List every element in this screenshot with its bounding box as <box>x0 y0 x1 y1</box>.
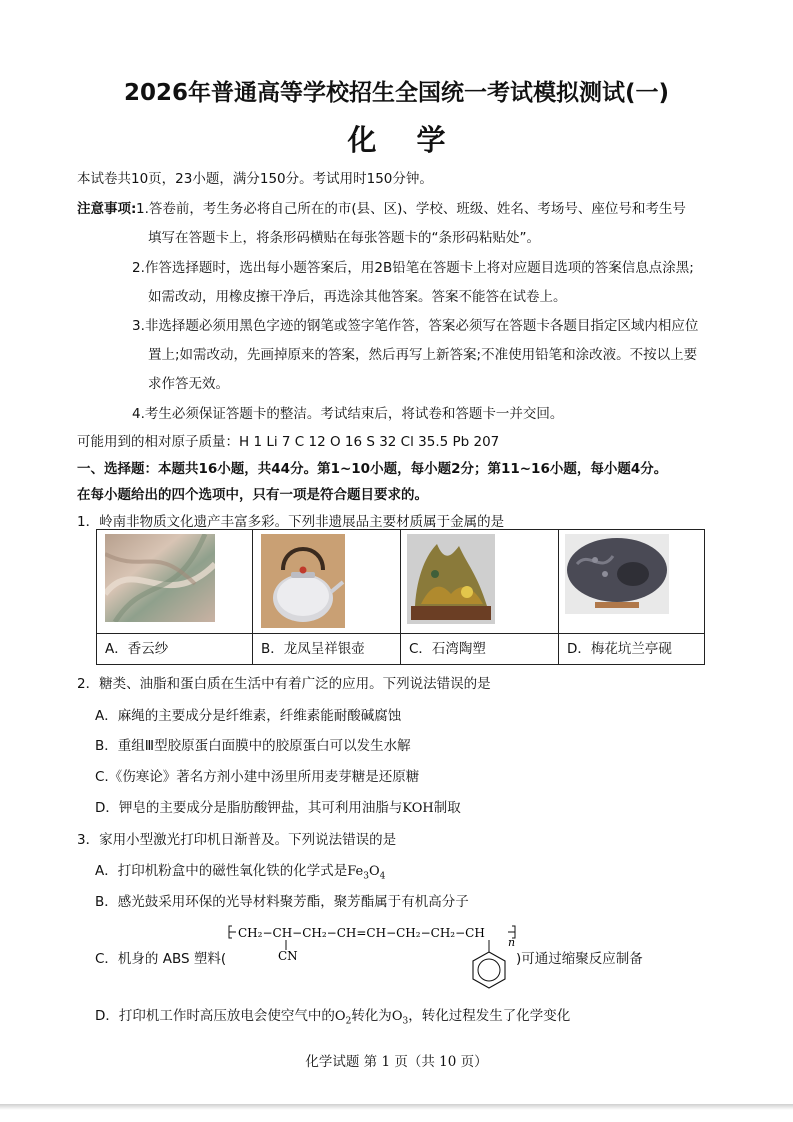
notice-item-2-line-2: 如需改动，用橡皮擦干净后，再选涂其他答案。答案不能答在试卷上。 <box>148 289 567 305</box>
option-b-image-cell <box>253 530 401 634</box>
question-2-option-b: B．重组Ⅲ型胶原蛋白面膜中的胶原蛋白可以发生水解 <box>95 738 411 754</box>
option-b-label: B．龙凤呈祥银壶 <box>253 634 401 665</box>
inkstone-image <box>565 534 669 614</box>
option-a-image-cell <box>97 530 253 634</box>
question-2-option-c: C.《伤寒论》著名方剂小建中汤里所用麦芽糖是还原糖 <box>95 769 420 785</box>
atomic-masses: 可能用到的相对原子质量：H 1 Li 7 C 12 O 16 S 32 Cl 35.5 Pb 207 <box>77 434 500 450</box>
option-c-image-cell <box>401 530 559 634</box>
notice-item-2-line-1: 2.作答选择题时，选出每小题答案后，用2B铅笔在答题卡上将对应题目选项的答案信息点涂黑; <box>132 260 694 276</box>
notice-item-1-line-2: 填写在答题卡上，将条形码横贴在每张答题卡的“条形码粘贴处”。 <box>148 230 540 246</box>
silk-fabric-image <box>105 534 215 622</box>
question-3-option-d-text: D．打印机工作时高压放电会使空气中的 <box>95 1008 335 1024</box>
question-3-option-d-mid: 转化为 <box>351 1008 392 1024</box>
question-3-option-a-text: A．打印机粉盒中的磁性氧化铁的化学式是 <box>95 863 348 879</box>
option-a-label: A．香云纱 <box>97 634 253 665</box>
question-2-option-d <box>95 796 461 816</box>
question-3-option-d-suffix: ，转化过程发生了化学变化 <box>408 1008 571 1024</box>
question-3-stem: 3．家用小型激光打印机日渐普及。下列说法错误的是 <box>77 832 397 848</box>
abs-chain-text: CH₂−CH−CH₂−CH=CH−CH₂−CH₂−CH <box>238 926 485 940</box>
section-1-heading-line-1: 一、选择题：本题共16小题，共44分。第1~10小题，每小题2分；第11~16小题，每小题4分。 <box>77 461 668 477</box>
ceramic-sculpture-image <box>407 534 495 624</box>
abs-cn-group: CN <box>278 949 298 963</box>
question-3-option-a <box>95 859 385 882</box>
question-2-stem: 2．糖类、油脂和蛋白质在生活中有着广泛的应用。下列说法错误的是 <box>77 676 491 692</box>
notice-label: 注意事项: <box>77 201 137 217</box>
abs-n-subscript: n <box>508 936 516 949</box>
option-d-label: D．梅花坑兰亭砚 <box>559 634 705 665</box>
question-3-option-d <box>95 1004 570 1027</box>
question-2-option-d-suffix: 制取 <box>433 800 461 816</box>
notice-item-3-line-2: 置上;如需改动，先画掉原来的答案，然后再写上新答案;不准使用铅笔和涂改液。不按以上要 <box>148 347 698 363</box>
notice-item-1-line-1: 1.答卷前，考生务必将自己所在的市(县、区)、学校、班级、姓名、考场号、座位号和考生号 <box>136 201 686 217</box>
question-2-option-a: A．麻绳的主要成分是纤维素，纤维素能耐酸碱腐蚀 <box>95 708 402 724</box>
page-bottom-edge <box>0 1104 793 1110</box>
o3-formula: $O_3$ <box>391 1009 409 1027</box>
exam-title: 2026年普通高等学校招生全国统一考试模拟测试(一) <box>123 80 670 106</box>
question-3-option-c-prefix: C．机身的 ABS 塑料( <box>95 951 227 967</box>
fe3o4-formula: $Fe_3O_4$ <box>347 864 386 882</box>
question-3-option-c-suffix: )可通过缩聚反应制备 <box>516 951 643 967</box>
silver-teapot-image <box>261 534 345 628</box>
page-footer: 化学试题 第 1 页（共 10 页） <box>305 1054 488 1070</box>
notice-item-4: 4.考生必须保证答题卡的整洁。考试结束后，将试卷和答题卡一并交回。 <box>132 406 564 422</box>
option-c-label: C．石湾陶塑 <box>401 634 559 665</box>
notice-item-3-line-1: 3.非选择题必须用黑色字迹的钢笔或签字笔作答，答案必须写在答题卡各题目指定区域内相应位 <box>132 318 699 334</box>
koh-formula: KOH <box>402 801 434 816</box>
question-2-option-d-text: D．钾皂的主要成分是脂肪酸钾盐，其可利用油脂与 <box>95 800 403 816</box>
notice-item-3-line-3: 求作答无效。 <box>148 376 229 392</box>
subject-title: 化学 <box>347 123 486 157</box>
question-3-option-b: B．感光鼓采用环保的光导材料聚芳酯，聚芳酯属于有机高分子 <box>95 894 469 910</box>
o2-formula: $O_2$ <box>334 1009 352 1027</box>
abs-structure-formula <box>226 918 518 992</box>
section-1-heading-line-2: 在每小题给出的四个选项中，只有一项是符合题目要求的。 <box>77 487 428 503</box>
question-1-options-table <box>96 529 705 665</box>
option-d-image-cell <box>559 530 705 634</box>
question-1-stem: 1．岭南非物质文化遗产丰富多彩。下列非遗展品主要材质属于金属的是 <box>77 514 505 530</box>
exam-intro: 本试卷共10页，23小题，满分150分。考试用时150分钟。 <box>77 171 433 187</box>
